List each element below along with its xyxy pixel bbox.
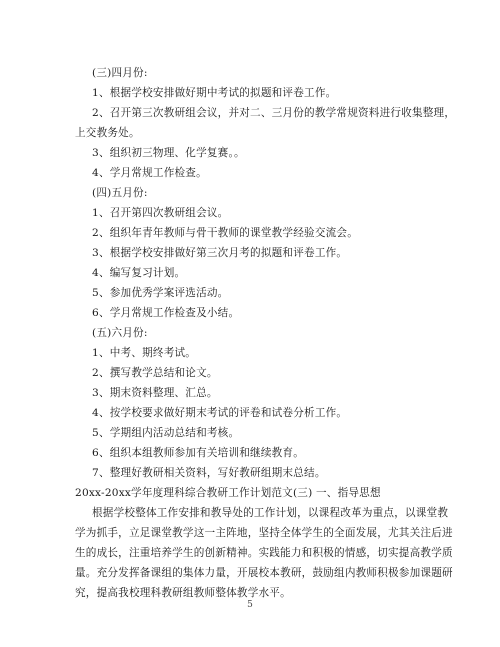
june-item-7: 7、整理好教研相关资料，写好教研组期末总结。 (92, 467, 326, 479)
june-item-2: 2、撰写教学总结和论文。 (92, 367, 218, 379)
june-item-3: 3、期末资料整理、汇总。 (92, 387, 218, 399)
paragraph-line-2: 学为抓手，立足课堂教学这一主阵地，坚持全体学生的全面发展，尤其关注后进 (75, 527, 453, 539)
section-title-line: 20xx-20xx学年度理科综合教研工作计划范文(三) 一、指导思想 (75, 487, 381, 499)
april-item-2-cont: 上交教务处。 (75, 127, 140, 139)
paragraph-line-3: 生的成长，注重培养学生的创新精神。实践能力和积极的情感，切实提高教学质 (75, 547, 453, 559)
may-item-3: 3、根据学校安排做好第三次月考的拟题和评卷工作。 (92, 247, 348, 259)
paragraph-line-4: 量。充分发挥备课组的集体力量，开展校本教研，鼓励组内教师积极参加课题研 (75, 567, 453, 579)
june-item-1: 1、中考、期终考试。 (92, 347, 197, 359)
page-number: 5 (247, 600, 253, 610)
june-item-5: 5、学期组内活动总结和考核。 (92, 427, 240, 439)
may-item-6: 6、学月常规工作检查及小结。 (92, 307, 240, 319)
heading-may: (四)五月份: (92, 187, 148, 199)
may-item-4: 4、编写复习计划。 (92, 267, 186, 279)
april-item-1: 1、根据学校安排做好期中考试的拟题和评卷工作。 (92, 87, 337, 99)
heading-april: (三)四月份: (92, 67, 148, 79)
april-item-2: 2、召开第三次教研组会议，并对二、三月份的教学常规资料进行收集整理， (92, 107, 456, 119)
paragraph-line-1: 根据学校整体工作安排和教导处的工作计划，以课程改革为重点，以课堂教 (92, 507, 449, 519)
april-item-4: 4、学月常规工作检查。 (92, 167, 207, 179)
may-item-2: 2、组织年青年教师与骨干教师的课堂教学经验交流会。 (92, 227, 358, 239)
april-item-3: 3、组织初三物理、化学复赛。。 (92, 147, 245, 159)
may-item-1: 1、召开第四次教研组会议。 (92, 207, 229, 219)
heading-june: (五)六月份: (92, 327, 148, 339)
june-item-6: 6、组织本组教师参加有关培训和继续教育。 (92, 447, 305, 459)
june-item-4: 4、按学校要求做好期末考试的评卷和试卷分析工作。 (92, 407, 348, 419)
may-item-5: 5、参加优秀学案评选活动。 (92, 287, 229, 299)
paragraph-line-5: 究，提高我校理科教研组教师整体教学水平。 (75, 587, 291, 599)
